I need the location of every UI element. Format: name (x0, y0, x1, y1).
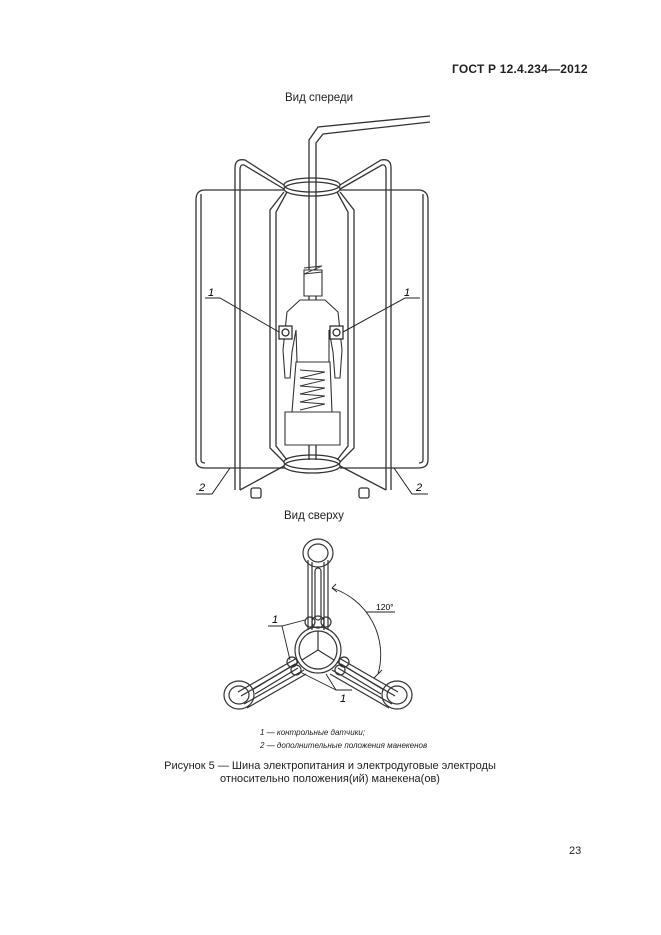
callout-1-top-right: 1 (340, 693, 347, 705)
legend-item-1 (260, 726, 427, 739)
figure-legend (260, 726, 427, 752)
caption-line-2: относительно положения(ий) манекена(ов) (220, 773, 440, 785)
document-header: ГОСТ Р 12.4.234—2012 (452, 62, 588, 76)
callout-2-right: 2 (416, 482, 423, 494)
callout-2-left: 2 (199, 482, 206, 494)
legend-text: — дополнительные положения манекенов (266, 741, 428, 750)
callout-1-right: 1 (404, 287, 411, 299)
front-view-title: Вид спереди (285, 92, 354, 104)
caption-line-1: Рисунок 5 — Шина электропитания и электродуговые электроды (164, 760, 496, 772)
legend-num: 1 (260, 728, 265, 737)
figure-caption (100, 760, 560, 786)
top-view-title: Вид сверху (284, 510, 344, 522)
callout-1-top-left: 1 (272, 614, 279, 626)
legend-item-2 (260, 739, 427, 752)
callout-1-left: 1 (208, 287, 215, 299)
top-view-structure (224, 539, 412, 709)
angle-label: 120° (376, 602, 394, 612)
legend-num: 2 (260, 741, 265, 750)
page-number: 23 (569, 845, 582, 857)
legend-text: — контрольные датчики; (266, 728, 366, 737)
